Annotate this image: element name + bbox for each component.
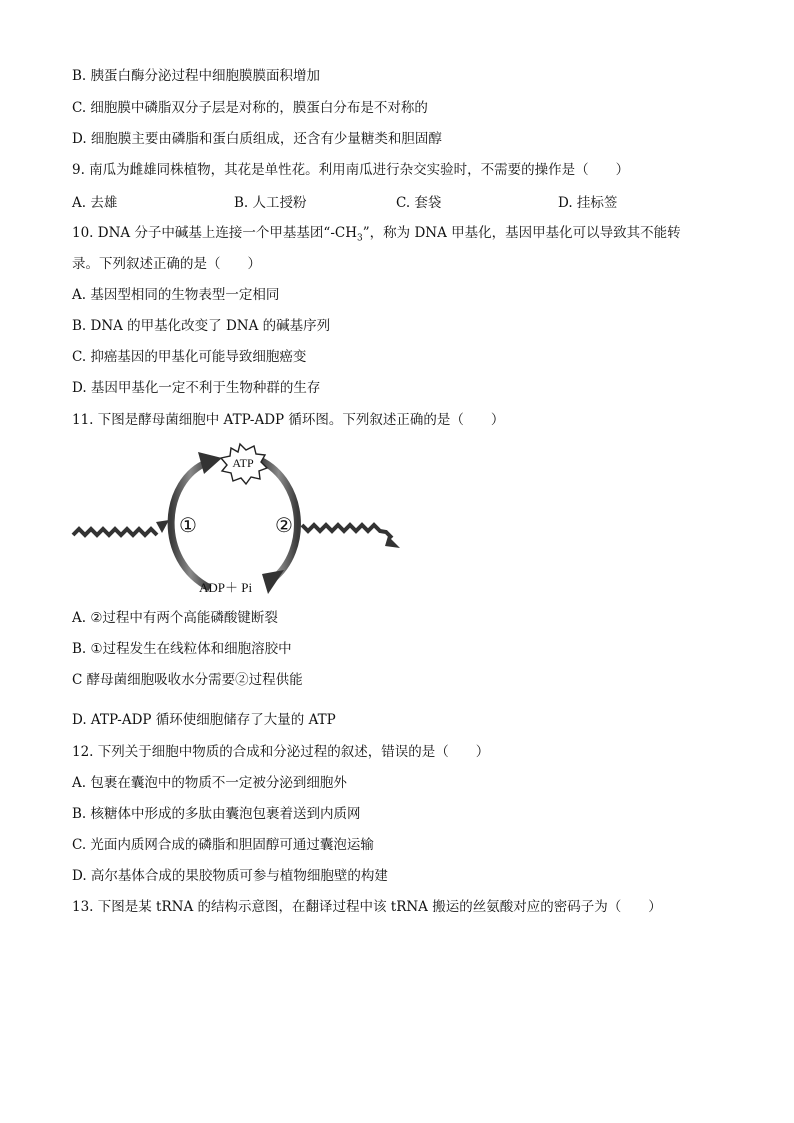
q10-stem-subscript: 3 <box>357 233 363 244</box>
q12-option-a: A. 包裹在囊泡中的物质不一定被分泌到细胞外 <box>72 775 347 791</box>
q10-option-c: C. 抑癌基因的甲基化可能导致细胞癌变 <box>72 349 307 365</box>
q10-option-d: D. 基因甲基化一定不利于生物种群的生存 <box>72 380 321 396</box>
step-2-marker: ② <box>275 515 293 537</box>
q9-option-d: D. 挂标签 <box>558 195 618 211</box>
q10-stem <box>72 223 681 249</box>
q10-option-b: B. DNA 的甲基化改变了 DNA 的碱基序列 <box>72 318 331 334</box>
q11-stem: 11. 下图是酵母菌细胞中 ATP-ADP 循环图。下列叙述正确的是（ ） <box>72 412 505 428</box>
q12-stem: 12. 下列关于细胞中物质的合成和分泌过程的叙述，错误的是（ ） <box>72 744 490 760</box>
q9-options <box>72 191 732 211</box>
q12-option-b: B. 核糖体中形成的多肽由囊泡包裹着送到内质网 <box>72 806 361 822</box>
atp-label: ATP <box>232 456 254 470</box>
q8-option-d: D. 细胞膜主要由磷脂和蛋白质组成，还含有少量糖类和胆固醇 <box>72 131 442 147</box>
step-1-marker: ① <box>179 515 197 537</box>
q11-option-d: D. ATP-ADP 循环使细胞储存了大量的 ATP <box>72 712 336 728</box>
q12-option-d: D. 高尔基体合成的果胶物质可参与植物细胞壁的构建 <box>72 868 388 884</box>
energy-input-arrowhead <box>156 520 169 533</box>
q9-stem: 9. 南瓜为雌雄同株植物，其花是单性花。利用南瓜进行杂交实验时，不需要的操作是（ ） <box>72 162 630 178</box>
q13-stem: 13. 下图是某 tRNA 的结构示意图，在翻译过程中该 tRNA 搬运的丝氨酸对应的密码子为（ ） <box>72 899 662 915</box>
q12-option-c: C. 光面内质网合成的磷脂和胆固醇可通过囊泡运输 <box>72 837 374 853</box>
q9-option-c: C. 套袋 <box>396 195 442 211</box>
process-1-arrowhead <box>198 452 222 474</box>
energy-input-zigzag <box>73 529 157 535</box>
q8-option-b: B. 胰蛋白酶分泌过程中细胞膜膜面积增加 <box>72 68 321 84</box>
adp-pi-label: ADP＋ Pi <box>199 580 253 595</box>
q11-option-c: C 酵母菌细胞吸收水分需要②过程供能 <box>72 672 303 688</box>
energy-output-arrowhead <box>385 536 400 548</box>
q9-option-b: B. 人工授粉 <box>234 195 307 211</box>
q10-stem-start: 10. DNA 分子中碱基上连接一个甲基基团“-CH <box>72 225 358 241</box>
q11-option-a: A. ②过程中有两个高能磷酸键断裂 <box>72 610 278 626</box>
q11-option-b: B. ①过程发生在线粒体和细胞溶胶中 <box>72 641 292 657</box>
q10-option-a: A. 基因型相同的生物表型一定相同 <box>72 287 280 303</box>
q9-option-a: A. 去雄 <box>72 195 118 211</box>
q10-stem-line2: 录。下列叙述正确的是（ ） <box>72 256 261 272</box>
atp-adp-cycle-diagram <box>70 440 410 600</box>
process-2-arrowhead <box>262 570 284 594</box>
q10-stem-end: ”，称为 DNA 甲基化，基因甲基化可以导致其不能转 <box>362 225 681 241</box>
q8-option-c: C. 细胞膜中磷脂双分子层是对称的，膜蛋白分布是不对称的 <box>72 100 428 116</box>
energy-output-zigzag <box>302 525 392 538</box>
